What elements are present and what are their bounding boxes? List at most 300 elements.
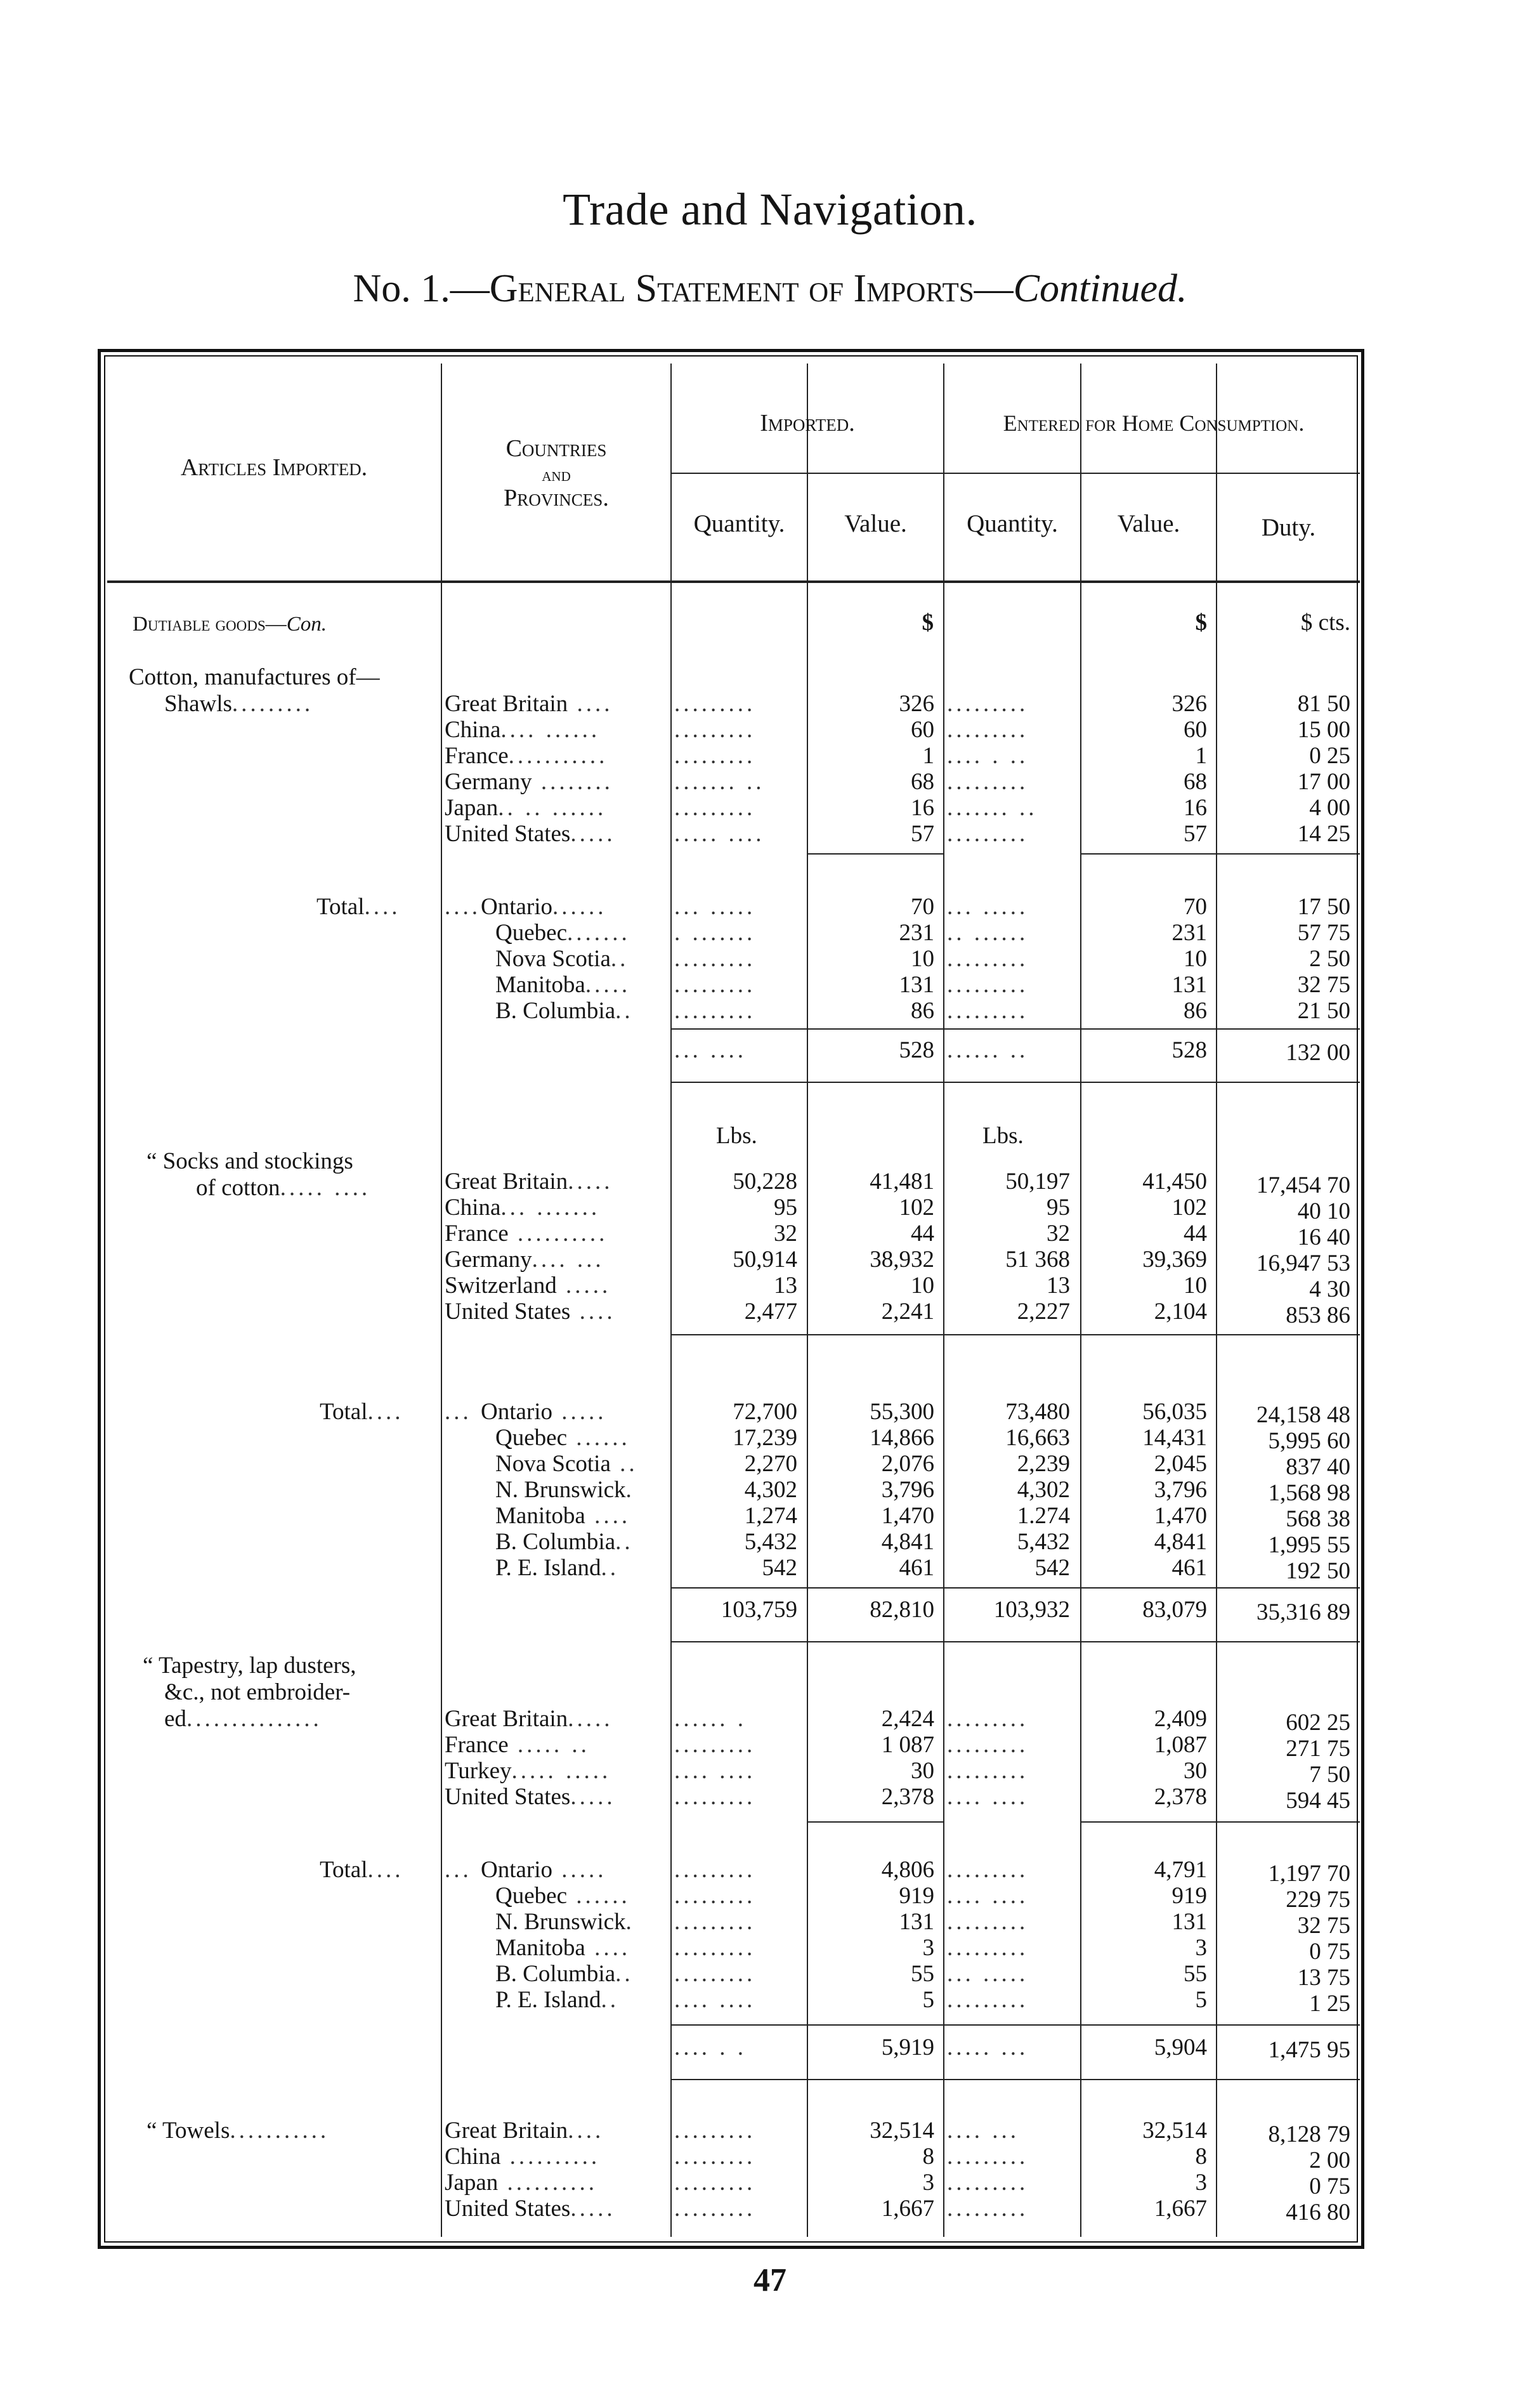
tapestry-qty2-dots: ......... ......... ......... .... .... — [947, 1706, 1029, 1810]
duty-cell: 0 25 — [1309, 743, 1350, 769]
section-dutiable-goods — [133, 611, 327, 638]
value-cell: 919 — [1171, 1883, 1207, 1909]
qty-cell: 50,197 — [1005, 1169, 1070, 1195]
country-name: Switzerland — [445, 1273, 557, 1299]
value-cell: 3 — [1195, 2170, 1207, 2196]
value-cell: 4,806 — [881, 1857, 934, 1883]
country-name: United States — [445, 1784, 571, 1810]
header-duty: Duty. — [1261, 514, 1316, 541]
list-item: China.... ...... — [445, 717, 601, 743]
value-cell: 30 — [911, 1758, 934, 1784]
value-cell: 1 — [922, 743, 934, 769]
socks-value — [811, 1169, 934, 1325]
tapestry-prov-value — [811, 1857, 934, 2013]
country-name: United States — [445, 2196, 571, 2222]
list-item: Great Britain .... — [445, 691, 613, 717]
duty-cell: 594 45 — [1286, 1788, 1350, 1814]
duty-cell: 8,128 79 — [1268, 2121, 1350, 2147]
province-name: Nova Scotia — [495, 1451, 611, 1477]
socks-unit-lbs2: Lbs. — [982, 1123, 1024, 1149]
duty-cell: 1,568 98 — [1268, 1480, 1350, 1506]
value-cell: 60 — [1184, 717, 1207, 743]
value-cell: 16 — [911, 795, 934, 821]
list-item: Manitoba .... — [495, 1503, 631, 1529]
value-cell: 8 — [922, 2144, 934, 2170]
value-cell: 131 — [899, 972, 934, 998]
tapestry-prov-qty-dots: ......... ......... ......... ......... ......... .... .... — [674, 1857, 756, 2013]
value-cell: 5 — [922, 1987, 934, 2013]
section-dutiable-label: Dutiable goods— — [133, 613, 287, 636]
qty-cell: 2,270 — [744, 1451, 797, 1477]
header-imported: Imported. — [760, 410, 855, 436]
value-cell: 86 — [1184, 998, 1207, 1024]
value-cell: 461 — [899, 1555, 934, 1581]
value-cell: 3 — [922, 1935, 934, 1961]
country-name: Great Britain — [445, 1169, 568, 1195]
qty-cell: 50,914 — [733, 1247, 797, 1273]
rule — [808, 853, 943, 855]
header-countries-1: Countries — [506, 435, 607, 462]
tapestry-qty-dots: ...... . ......... .... .... ......... — [674, 1706, 756, 1810]
value-cell: 2,076 — [881, 1451, 934, 1477]
tapestry-prov-value2 — [1084, 1857, 1207, 2013]
socks-label-2-text: of cotton — [196, 1175, 280, 1201]
socks-prov-value — [811, 1399, 934, 1581]
value-cell: 3 — [1195, 1935, 1207, 1961]
value-cell: 461 — [1171, 1555, 1207, 1581]
duty-cell: 57 75 — [1297, 920, 1350, 946]
shawls-label-1: Cotton, manufactures of— — [129, 664, 380, 690]
qty-cell: 13 — [774, 1273, 797, 1299]
col-rule-value2 — [1216, 364, 1217, 2237]
list-item: United States..... — [445, 821, 616, 847]
duty-cell: 192 50 — [1286, 1558, 1350, 1584]
country-name: France — [445, 743, 509, 769]
country-name: Japan — [445, 795, 499, 821]
list-item: Nova Scotia .. — [495, 1451, 638, 1477]
duty-cell: 32 75 — [1297, 1913, 1350, 1939]
value-cell: 32,514 — [1142, 2118, 1207, 2144]
rule — [672, 2079, 1360, 2080]
list-item: Japan .......... — [445, 2170, 597, 2196]
list-item: N. Brunswick. — [495, 1477, 635, 1503]
duty-cell: 229 75 — [1286, 1887, 1350, 1913]
tapestry-label-2: &c., not embroider- — [164, 1679, 351, 1705]
duty-cell: 568 38 — [1286, 1506, 1350, 1532]
province-name: Manitoba — [495, 1503, 585, 1529]
towels-label-text: “ Towels — [147, 2118, 230, 2144]
socks-label-1: “ Socks and stockings — [147, 1148, 353, 1174]
rule — [1217, 1821, 1360, 1823]
value-cell: 57 — [1184, 821, 1207, 847]
value-cell: 55 — [911, 1961, 934, 1987]
tapestry-label-3-text: ed — [164, 1706, 186, 1732]
value-cell: 16 — [1184, 795, 1207, 821]
socks-sum-value: 82,810 — [870, 1597, 934, 1623]
province-name: P. E. Island — [495, 1555, 601, 1581]
qty-cell: 4,302 — [744, 1477, 797, 1503]
value-cell: 44 — [1184, 1221, 1207, 1247]
value-cell: 1,470 — [1154, 1503, 1207, 1529]
value-cell: 10 — [1184, 1273, 1207, 1299]
value-cell: 86 — [911, 998, 934, 1024]
towels-value — [811, 2118, 934, 2222]
value-cell: 231 — [1171, 920, 1207, 946]
header-quantity2: Quantity. — [967, 510, 1058, 537]
value-cell: 68 — [911, 769, 934, 795]
tapestry-provinces — [445, 1857, 669, 2013]
subtitle-continued: Continued. — [1013, 267, 1187, 310]
shawls-value2 — [1084, 691, 1207, 847]
socks-qty2 — [947, 1169, 1070, 1325]
list-item: Nova Scotia.. — [495, 946, 629, 972]
qty-cell: 95 — [1047, 1195, 1070, 1221]
value-cell: 102 — [1171, 1195, 1207, 1221]
province-name: N. Brunswick — [495, 1909, 626, 1935]
list-item: Germany ........ — [445, 769, 613, 795]
value-cell: 919 — [899, 1883, 934, 1909]
province-name: Ontario — [481, 1399, 553, 1425]
value-cell: 2,378 — [1154, 1784, 1207, 1810]
rule — [672, 1028, 1360, 1030]
list-item: Japan.. .. ...... — [445, 795, 607, 821]
tapestry-countries — [445, 1706, 669, 1810]
qty-cell: 16,663 — [1005, 1425, 1070, 1451]
qty-cell: 542 — [1034, 1555, 1070, 1581]
rule — [672, 1334, 1360, 1335]
qty-cell: 95 — [774, 1195, 797, 1221]
duty-cell: 24,158 48 — [1256, 1402, 1350, 1428]
list-item: Great Britain..... — [445, 1169, 613, 1195]
qty-cell: 5,432 — [1017, 1529, 1070, 1555]
value-cell: 1 087 — [881, 1732, 934, 1758]
value-cell: 10 — [1184, 946, 1207, 972]
socks-countries — [445, 1169, 669, 1325]
value-cell: 2,045 — [1154, 1451, 1207, 1477]
header-value: Value. — [844, 510, 907, 537]
value-cell: 326 — [1171, 691, 1207, 717]
list-item: France .......... — [445, 1221, 608, 1247]
value-cell: 1,667 — [1154, 2196, 1207, 2222]
header-countries-3: Provinces. — [504, 485, 609, 511]
socks-duty — [1220, 1172, 1350, 1328]
rule — [1081, 853, 1216, 855]
country-name: Great Britain — [445, 691, 568, 717]
socks-sum-value2: 83,079 — [1142, 1597, 1207, 1623]
value-cell: 1,667 — [881, 2196, 934, 2222]
province-name: P. E. Island — [495, 1987, 601, 2013]
value-cell: 38,932 — [870, 1247, 934, 1273]
dot-leader: ..... ... — [947, 2034, 1029, 2061]
province-name: B. Columbia — [495, 1529, 616, 1555]
towels-countries — [445, 2118, 669, 2222]
tapestry-sum-value: 5,919 — [881, 2034, 934, 2061]
value-cell: 102 — [899, 1195, 934, 1221]
duty-cell: 416 80 — [1286, 2199, 1350, 2225]
col-rule-countries — [670, 364, 672, 2237]
tapestry-prov-qty2-dots: ......... .... .... ......... ......... ... ..... ......... — [947, 1857, 1029, 2013]
rule — [672, 1587, 1360, 1589]
col-rule-quantity2 — [1080, 364, 1081, 2237]
towels-qty2-dots: .... ... ......... ......... ......... — [947, 2118, 1029, 2222]
towels-qty-dots: ......... ......... ......... ......... — [674, 2118, 756, 2222]
value-cell: 131 — [1171, 972, 1207, 998]
value-cell: 44 — [911, 1221, 934, 1247]
value-cell: 4,841 — [1154, 1529, 1207, 1555]
duty-cell: 0 75 — [1309, 2173, 1350, 2199]
province-name: Manitoba — [495, 1935, 585, 1961]
list-item: ....Ontario...... — [445, 894, 607, 920]
shawls-prov-duty — [1220, 894, 1350, 1024]
country-name: Germany — [445, 769, 532, 795]
duty-cell: 837 40 — [1286, 1454, 1350, 1480]
section-con: Con. — [286, 613, 327, 636]
socks-prov-qty2 — [947, 1399, 1070, 1581]
dot-leader: ...... .. — [947, 1037, 1029, 1063]
duty-cell: 2 00 — [1309, 2147, 1350, 2173]
value-cell: 32,514 — [870, 2118, 934, 2144]
list-item: United States .... — [445, 1299, 616, 1325]
header-entered: Entered for Home Consumption. — [1003, 410, 1305, 436]
socks-prov-value2 — [1084, 1399, 1207, 1581]
shawls-prov-qty2-dots: ... ..... .. ...... ......... ......... ......... — [947, 894, 1029, 1024]
duty-cell: 16 40 — [1297, 1224, 1350, 1250]
value-cell: 10 — [911, 1273, 934, 1299]
duty-cell: 32 75 — [1297, 972, 1350, 998]
value-cell: 60 — [911, 717, 934, 743]
duty-cell: 17 00 — [1297, 769, 1350, 795]
total-text: Total — [316, 894, 365, 920]
province-name: Quebec — [495, 920, 567, 946]
tapestry-label-3: ed............... — [164, 1706, 322, 1732]
shawls-prov-value — [811, 894, 934, 1024]
header-value2: Value. — [1117, 510, 1180, 537]
country-name: United States — [445, 821, 571, 847]
duty-cell: 271 75 — [1286, 1736, 1350, 1762]
tapestry-duty — [1220, 1710, 1350, 1814]
list-item: Great Britain..... — [445, 1706, 613, 1732]
value-cell: 326 — [899, 691, 934, 717]
socks-sum-qty2: 103,932 — [993, 1597, 1070, 1623]
country-name: Germany — [445, 1247, 532, 1273]
country-name: Great Britain — [445, 1706, 568, 1732]
value-cell: 131 — [1171, 1909, 1207, 1935]
duty-cell: 13 75 — [1297, 1965, 1350, 1991]
duty-cell: 4 00 — [1309, 795, 1350, 821]
province-name: Manitoba — [495, 972, 585, 998]
col-rule-quantity — [807, 364, 808, 2237]
list-item: Quebec ...... — [495, 1425, 630, 1451]
duty-cell: 5,995 60 — [1268, 1428, 1350, 1454]
list-item: Manitoba .... — [495, 1935, 631, 1961]
shawls-label-2-text: Shawls — [164, 691, 232, 717]
shawls-total-label: Total.... — [316, 894, 401, 920]
value-cell: 1,470 — [881, 1503, 934, 1529]
value-cell: 2,378 — [881, 1784, 934, 1810]
shawls-duty — [1220, 691, 1350, 847]
country-name: China — [445, 717, 501, 743]
duty-cell: 16,947 53 — [1256, 1250, 1350, 1276]
value-cell: 70 — [911, 894, 934, 920]
duty-cell: 14 25 — [1297, 821, 1350, 847]
country-name: Japan — [445, 2170, 499, 2196]
province-name: Quebec — [495, 1883, 567, 1909]
province-name: B. Columbia — [495, 1961, 616, 1987]
duty-cell: 40 10 — [1297, 1198, 1350, 1224]
shawls-prov-qty-dots: ... ..... . ....... ......... ......... ......... — [674, 894, 756, 1024]
socks-prov-qty — [674, 1399, 797, 1581]
rule — [1217, 853, 1360, 855]
subtitle-number: No. 1.— — [353, 267, 490, 310]
rule — [1081, 1821, 1216, 1823]
qty-cell: 32 — [1047, 1221, 1070, 1247]
country-name: France — [445, 1221, 509, 1247]
list-item: Turkey..... ..... — [445, 1758, 611, 1784]
socks-sum-duty: 35,316 89 — [1256, 1599, 1350, 1625]
unit-duty: $ cts. — [1300, 610, 1350, 636]
rule — [672, 1641, 1360, 1642]
tapestry-value — [811, 1706, 934, 1810]
value-cell: 2,409 — [1154, 1706, 1207, 1732]
value-cell: 231 — [899, 920, 934, 946]
duty-cell: 1,995 55 — [1268, 1532, 1350, 1558]
value-cell: 30 — [1184, 1758, 1207, 1784]
list-item: France........... — [445, 743, 608, 769]
towels-label: “ Towels........... — [147, 2118, 330, 2144]
socks-prov-duty — [1220, 1402, 1350, 1584]
list-item: P. E. Island.. — [495, 1987, 619, 2013]
shawls-prov-value2 — [1084, 894, 1207, 1024]
header-countries-2: and — [542, 464, 571, 485]
towels-value2 — [1084, 2118, 1207, 2222]
duty-cell: 17 50 — [1297, 894, 1350, 920]
subtitle-main: General Statement of Imports— — [489, 267, 1014, 310]
province-name: Ontario — [481, 1857, 553, 1883]
tapestry-sum-value2: 5,904 — [1154, 2034, 1207, 2061]
col-rule-value — [943, 364, 944, 2237]
province-name: Ontario — [481, 894, 553, 920]
value-cell: 39,369 — [1142, 1247, 1207, 1273]
duty-cell: 4 30 — [1309, 1276, 1350, 1302]
shawls-sum-value: 528 — [899, 1037, 934, 1063]
value-cell: 5 — [1195, 1987, 1207, 2013]
list-item: France ..... .. — [445, 1732, 590, 1758]
qty-cell: 51 368 — [1005, 1247, 1070, 1273]
duty-cell: 15 00 — [1297, 717, 1350, 743]
list-item: Germany.... ... — [445, 1247, 604, 1273]
shawls-countries — [445, 691, 669, 847]
country-name: Great Britain — [445, 2118, 568, 2144]
qty-cell: 1,274 — [744, 1503, 797, 1529]
duty-cell: 0 75 — [1309, 1939, 1350, 1965]
socks-total-label: Total.... — [320, 1399, 404, 1425]
towels-duty — [1220, 2121, 1350, 2225]
rule — [672, 2024, 1360, 2026]
tapestry-total-label: Total.... — [320, 1857, 404, 1883]
tapestry-sum-duty: 1,475 95 — [1268, 2037, 1350, 2063]
duty-cell: 2 50 — [1309, 946, 1350, 972]
list-item: China... ....... — [445, 1195, 601, 1221]
col-rule-articles — [441, 364, 442, 2237]
value-cell: 1 — [1195, 743, 1207, 769]
value-cell: 41,481 — [870, 1169, 934, 1195]
header-bottom-rule — [107, 580, 1360, 583]
duty-cell: 7 50 — [1309, 1762, 1350, 1788]
shawls-value — [811, 691, 934, 847]
qty-cell: 50,228 — [733, 1169, 797, 1195]
page-number: 47 — [754, 2262, 786, 2298]
value-cell: 2,241 — [881, 1299, 934, 1325]
list-item: B. Columbia.. — [495, 998, 634, 1024]
list-item: United States..... — [445, 1784, 616, 1810]
qty-cell: 4,302 — [1017, 1477, 1070, 1503]
list-item: ... Ontario ..... — [445, 1399, 607, 1425]
duty-cell: 1,197 70 — [1268, 1861, 1350, 1887]
shawls-provinces — [445, 894, 669, 1024]
duty-cell: 81 50 — [1297, 691, 1350, 717]
value-cell: 3,796 — [881, 1477, 934, 1503]
value-cell: 1,087 — [1154, 1732, 1207, 1758]
country-name: France — [445, 1732, 509, 1758]
imports-table — [98, 349, 1364, 2249]
value-cell: 3 — [922, 2170, 934, 2196]
list-item: Quebec....... — [495, 920, 630, 946]
list-item: B. Columbia.. — [495, 1961, 634, 1987]
list-item: Great Britain.... — [445, 2118, 604, 2144]
list-item: Manitoba..... — [495, 972, 631, 998]
value-cell: 55,300 — [870, 1399, 934, 1425]
page-title: Trade and Navigation. — [563, 184, 977, 235]
total-text: Total — [320, 1857, 368, 1883]
socks-qty — [674, 1169, 797, 1325]
province-name: B. Columbia — [495, 998, 616, 1024]
duty-cell: 602 25 — [1286, 1710, 1350, 1736]
value-cell: 2,424 — [881, 1706, 934, 1732]
qty-cell: 13 — [1047, 1273, 1070, 1299]
duty-cell: 853 86 — [1286, 1302, 1350, 1328]
page-subtitle — [0, 263, 1540, 314]
value-cell: 131 — [899, 1909, 934, 1935]
qty-cell: 542 — [762, 1555, 797, 1581]
qty-cell: 1.274 — [1017, 1503, 1070, 1529]
country-name: China — [445, 2144, 501, 2170]
shawls-qty-dots: ......... ......... ......... ....... .. ......... ..... .... — [674, 691, 765, 847]
qty-cell: 17,239 — [733, 1425, 797, 1451]
unit-value-dollar: $ — [922, 610, 934, 636]
qty-cell: 32 — [774, 1221, 797, 1247]
dot-leader: ... .... — [674, 1037, 747, 1063]
list-item: China .......... — [445, 2144, 601, 2170]
tapestry-label-1: “ Tapestry, lap dusters, — [143, 1653, 356, 1679]
shawls-label-2: Shawls......... — [164, 691, 314, 717]
qty-cell: 2,239 — [1017, 1451, 1070, 1477]
header-articles: Articles Imported. — [180, 454, 368, 481]
value-cell: 3,796 — [1154, 1477, 1207, 1503]
value-cell: 70 — [1184, 894, 1207, 920]
province-name: Quebec — [495, 1425, 567, 1451]
socks-unit-lbs: Lbs. — [716, 1123, 757, 1149]
value-cell: 4,841 — [881, 1529, 934, 1555]
value-cell: 10 — [911, 946, 934, 972]
socks-value2 — [1084, 1169, 1207, 1325]
value-cell: 8 — [1195, 2144, 1207, 2170]
country-name: Turkey — [445, 1758, 512, 1784]
list-item: N. Brunswick. — [495, 1909, 635, 1935]
value-cell: 41,450 — [1142, 1169, 1207, 1195]
socks-provinces — [445, 1399, 669, 1581]
qty-cell: 5,432 — [744, 1529, 797, 1555]
country-name: China — [445, 1195, 501, 1221]
